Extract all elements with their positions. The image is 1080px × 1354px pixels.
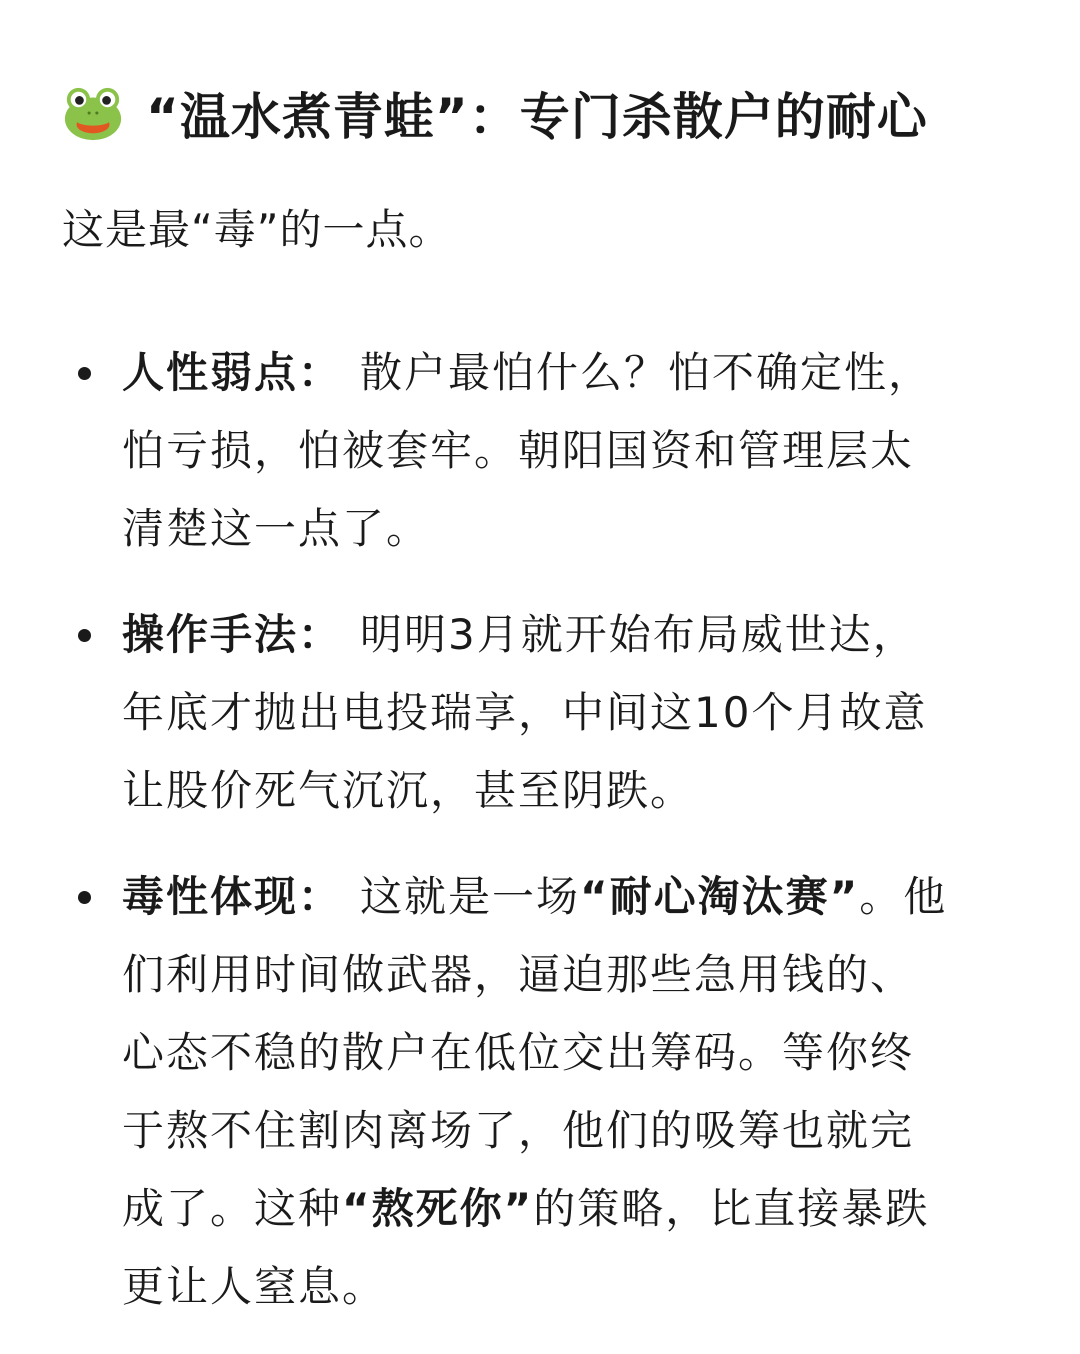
item-line: 于熬不住割肉离场了，他们的吸筹也就完 xyxy=(122,1106,915,1155)
item-line: 怕亏损，怕被套牢。朝阳国资和管理层太 xyxy=(122,426,915,475)
bullet-dot xyxy=(78,891,91,904)
intro-text: 这是最“毒”的一点。 xyxy=(62,205,452,254)
item-line xyxy=(122,334,1024,412)
item-line: 清楚这一点了。 xyxy=(122,504,431,553)
item-text: 明明3月就开始布局威世达， xyxy=(360,610,917,659)
frog-face-icon xyxy=(62,82,124,144)
section-heading xyxy=(62,78,928,148)
item-text: 成了。这种 xyxy=(122,1184,343,1233)
item-text: 。他 xyxy=(859,872,948,921)
bullet-dot xyxy=(78,367,91,380)
item-line xyxy=(122,858,1024,936)
item-line xyxy=(122,596,1024,674)
item-text: 散户最怕什么？怕不确定性， xyxy=(360,348,933,397)
bullet-dot xyxy=(78,629,91,642)
item-line xyxy=(122,1170,1024,1248)
item-text: 的策略，比直接暴跌 xyxy=(533,1184,930,1233)
item-line: 年底才抛出电投瑞享，中间这10个月故意 xyxy=(122,688,928,737)
list-item xyxy=(0,858,1080,1326)
heading-text: “温水煮青蛙”：专门杀散户的耐心 xyxy=(146,88,928,146)
item-label: 毒性体现： xyxy=(122,872,343,921)
item-line: 让股价死气沉沉，甚至阴跌。 xyxy=(122,766,695,815)
emphasis-text: “熬死你” xyxy=(342,1184,534,1233)
item-line: 们利用时间做武器，逼迫那些急用钱的、 xyxy=(122,950,915,999)
emphasis-text: “耐心淘汰赛” xyxy=(580,872,860,921)
item-line: 更让人窒息。 xyxy=(122,1262,387,1311)
bullet-list xyxy=(0,334,1080,1354)
item-label: 操作手法： xyxy=(122,610,343,659)
item-line: 心态不稳的散户在低位交出筹码。等你终 xyxy=(122,1028,915,1077)
item-label: 人性弱点： xyxy=(122,348,343,397)
list-item xyxy=(0,334,1080,568)
item-text: 这就是一场 xyxy=(360,872,581,921)
list-item xyxy=(0,596,1080,830)
